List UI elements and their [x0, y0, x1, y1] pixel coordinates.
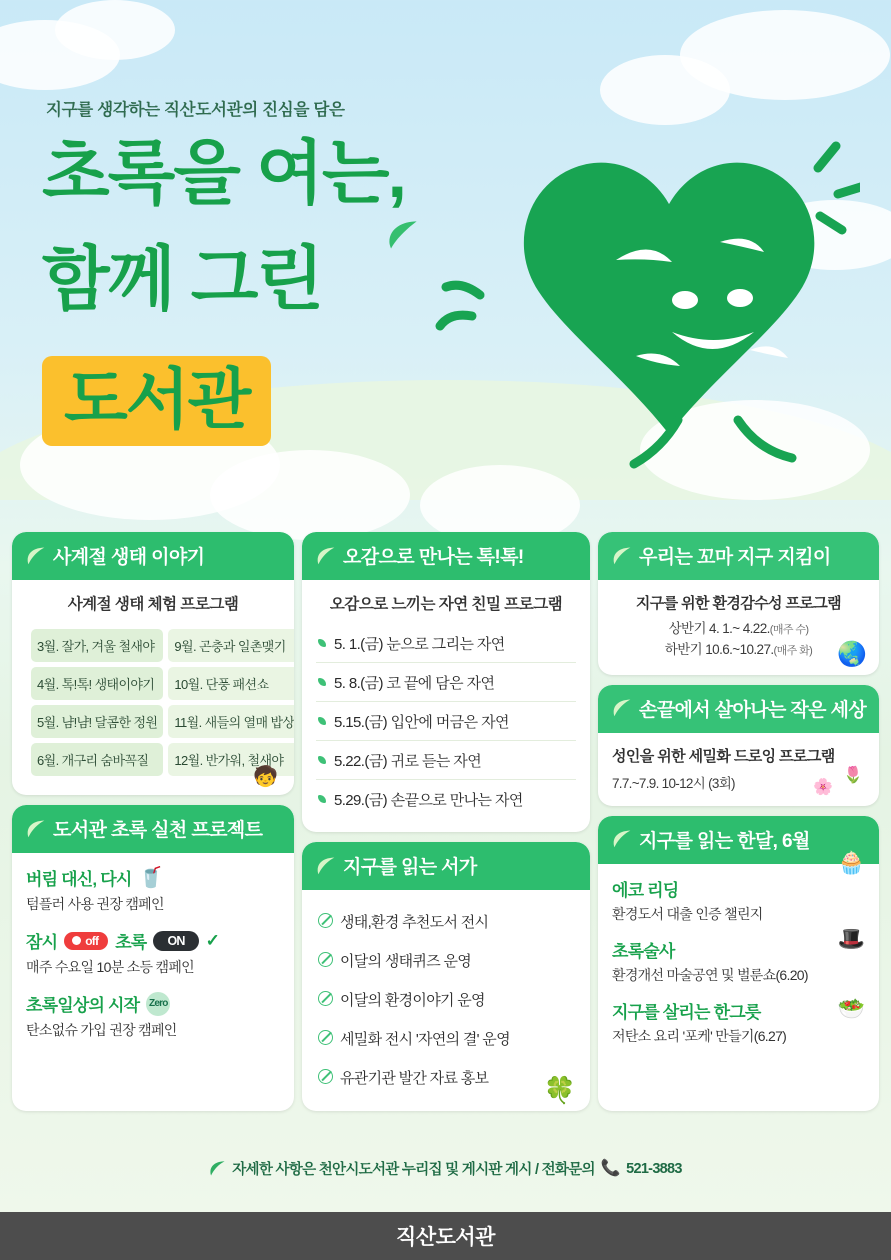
june-item-title: 에코 리딩	[612, 880, 679, 900]
card-header	[302, 842, 590, 890]
practice-item	[26, 991, 280, 1040]
card-body	[302, 890, 590, 1111]
page-title-line1: 초록을 여는,	[42, 134, 405, 212]
schedule-note: (매주 화)	[773, 644, 813, 657]
list-item: 5.29.(금) 손끝으로 만나는 자연	[316, 780, 576, 818]
practice-item	[26, 928, 280, 977]
list-item: 5. 1.(금) 눈으로 그리는 자연	[316, 624, 576, 663]
card-title: 손끝에서 살아나는 작은 세상	[639, 699, 867, 721]
tumbler-icon: 🥤	[138, 866, 163, 889]
card-header	[12, 805, 294, 853]
table-cell: 10월. 단풍 패션쇼	[168, 667, 294, 700]
table-cell: 9월. 곤충과 일촌맺기	[168, 629, 294, 662]
schedule-line-1	[612, 619, 865, 640]
card-header	[598, 532, 879, 580]
grid-column-3	[598, 532, 879, 1111]
table-cell: 6월. 개구리 숨바꼭질	[31, 743, 163, 776]
on-toggle-badge: ON	[153, 931, 198, 951]
card-body	[598, 580, 879, 675]
practice-item-desc: 텀플러 사용 권장 캠페인	[26, 896, 164, 912]
card-title: 오감으로 만나는 톡!톡!	[343, 547, 524, 568]
clover-icon: 🍀	[543, 1075, 576, 1105]
poster-header	[0, 0, 891, 520]
leaf-icon	[316, 856, 336, 876]
card-body	[598, 849, 879, 1073]
leaf-icon	[209, 1160, 226, 1177]
title-badge-label: 도서관	[64, 362, 250, 436]
leaf-icon	[612, 546, 632, 566]
zero-carbon-badge: Zero	[146, 992, 170, 1016]
phone-icon: 📞	[600, 1159, 621, 1177]
list-item: 이달의 환경이야기 운영	[316, 980, 576, 1019]
card-subtitle: 성인을 위한 세밀화 드로잉 프로그램	[612, 747, 835, 765]
june-item-title: 지구를 살리는 한그릇	[612, 1002, 761, 1022]
table-cell: 4월. 톡!톡! 생태이야기	[31, 667, 163, 700]
june-item-desc: 환경도서 대출 인증 챌린지	[612, 905, 763, 922]
june-item	[612, 876, 865, 924]
shelf-activity-list	[316, 902, 576, 1097]
fingertip-schedule: 7.7.~7.9. 10-12시 (3회)	[612, 775, 735, 791]
card-body	[12, 853, 294, 1054]
header-kicker: 지구를 생각하는 직산도서관의 진심을 담은	[46, 101, 345, 119]
schedule-period: 상반기 4. 1.~ 4.22.	[668, 621, 770, 636]
grid-column-2	[302, 532, 590, 1111]
card-green-practice-project	[12, 805, 294, 1111]
footer-note-text: 자세한 사항은 천안시도서관 누리집 및 게시판 게시 / 전화문의	[232, 1162, 595, 1178]
practice-item-title-row	[26, 991, 280, 1016]
table-cell: 12월. 반가워, 철새야	[168, 743, 294, 776]
title-badge	[42, 356, 271, 446]
flower-icon: 🌸	[813, 778, 833, 796]
footer-contact-note	[0, 1158, 891, 1179]
practice-item-title: 초록일상의 시작	[26, 996, 140, 1015]
schedule-line-2	[612, 640, 865, 661]
earth-character-icon: 🌏	[837, 640, 867, 668]
card-title: 지구를 읽는 서가	[343, 857, 477, 878]
schedule-note: (매주 수)	[769, 624, 809, 636]
june-item-desc: 저탄소 요리 '포케' 만들기(6.27)	[612, 1027, 787, 1044]
schedule-period: 하반기 10.6.~10.27.	[664, 641, 774, 657]
card-subtitle: 사계절 생태 체험 프로그램	[67, 596, 239, 613]
card-body	[12, 580, 294, 795]
card-title: 우리는 꼬마 지구 지킴이	[639, 547, 831, 568]
list-item: 5.22.(금) 귀로 듣는 자연	[316, 741, 576, 780]
list-item: 세밀화 전시 '자연의 결' 운영	[316, 1019, 576, 1058]
card-header	[302, 532, 590, 580]
earth-heart-mascot-icon	[420, 120, 860, 480]
card-earth-reading-shelf	[302, 842, 590, 1111]
practice-item-title: 버림 대신, 다시	[26, 870, 132, 889]
card-body	[598, 733, 879, 806]
card-subtitle: 지구를 위한 환경감수성 프로그램	[635, 595, 842, 612]
off-label: off	[85, 933, 99, 948]
child-reading-icon: 🧒	[253, 766, 278, 788]
list-item: 생태,환경 추천도서 전시	[316, 902, 576, 941]
practice-item-desc: 매주 수요일 10분 소등 캠페인	[26, 959, 194, 975]
table-row	[31, 629, 294, 662]
table-cell: 5월. 냠!냠! 달콤한 정원	[31, 705, 163, 738]
card-june-earth-reading	[598, 816, 879, 1111]
list-item: 이달의 생태퀴즈 운영	[316, 941, 576, 980]
june-item-title: 초록술사	[612, 941, 675, 961]
cupcake-icon: 🧁	[837, 849, 865, 875]
card-title: 사계절 생태 이야기	[53, 547, 205, 568]
card-little-earth-guardian	[598, 532, 879, 675]
power-dot-icon	[72, 936, 81, 945]
leaf-icon	[26, 546, 46, 566]
practice-item-title-b: 초록	[115, 933, 147, 952]
practice-item-title-row	[26, 865, 280, 890]
flower-icon: 🌷	[843, 766, 863, 784]
off-toggle-badge	[64, 932, 108, 950]
season-schedule-table	[26, 624, 294, 781]
page-title-line2: 함께 그린	[42, 240, 322, 318]
card-header	[598, 685, 879, 733]
practice-item-title-a: 잠시	[26, 933, 58, 952]
leaf-icon	[612, 829, 632, 849]
practice-item-title-row	[26, 928, 280, 953]
table-row	[31, 705, 294, 738]
card-body	[302, 580, 590, 832]
footer-bar	[0, 1212, 891, 1260]
program-card-grid	[12, 532, 879, 1111]
card-title: 지구를 읽는 한달, 6월	[639, 830, 810, 852]
leaf-icon	[612, 698, 632, 718]
list-item: 5. 8.(금) 코 끝에 담은 자연	[316, 663, 576, 702]
card-fingertip-small-world	[598, 685, 879, 806]
guardian-schedule	[612, 619, 865, 661]
june-item-desc: 환경개선 마술공연 및 벌룬쇼(6.20)	[612, 966, 808, 983]
card-header	[12, 532, 294, 580]
practice-item	[26, 865, 280, 914]
card-season-ecology	[12, 532, 294, 795]
card-five-senses	[302, 532, 590, 832]
leaf-icon	[316, 546, 336, 566]
organization-name: 직산도서관	[396, 1226, 495, 1249]
footer-phone: 521-3883	[626, 1160, 682, 1177]
table-cell: 3월. 잘가, 겨울 철새야	[31, 629, 163, 662]
list-item: 5.15.(금) 입안에 머금은 자연	[316, 702, 576, 741]
june-item	[612, 995, 865, 1046]
senses-program-list	[316, 624, 576, 818]
leaf-icon	[386, 218, 420, 252]
salad-bowl-icon: 🥗	[837, 995, 865, 1021]
card-subtitle: 오감으로 느끼는 자연 친밀 프로그램	[329, 596, 563, 613]
june-item	[612, 937, 865, 985]
table-cell: 11월. 새들의 열매 밥상	[168, 705, 294, 738]
card-title: 도서관 초록 실천 프로젝트	[53, 820, 263, 841]
leaf-icon	[26, 819, 46, 839]
magic-hat-icon: 🎩	[837, 925, 865, 951]
grid-column-1	[12, 532, 294, 1111]
check-icon: ✓	[205, 930, 220, 950]
practice-item-desc: 탄소없슈 가입 권장 캠페인	[26, 1022, 177, 1038]
list-item: 유관기관 발간 자료 홍보	[316, 1058, 576, 1097]
table-row	[31, 667, 294, 700]
